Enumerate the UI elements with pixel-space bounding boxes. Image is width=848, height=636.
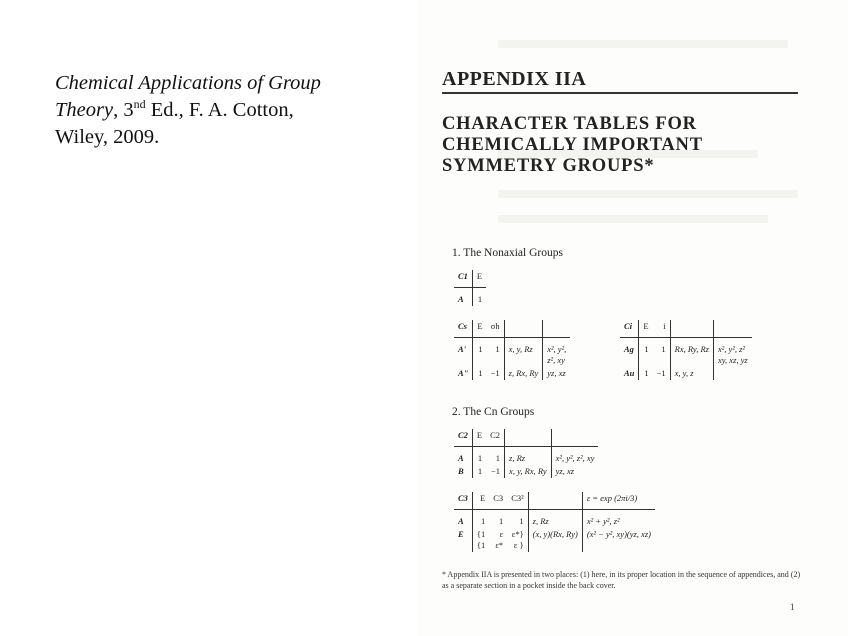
table-header-row [454, 429, 598, 447]
table-header-cell [528, 492, 582, 510]
appendix-title: APPENDIX IIA [442, 68, 587, 90]
citation-edition-number: 3 [123, 99, 134, 121]
table-cell: x², y², z², xy [543, 338, 571, 368]
table-cell: 1 [644, 344, 649, 354]
table-header-row [454, 320, 570, 338]
table-cell: ε*} ε } [511, 529, 524, 550]
table-cell: 1 [477, 294, 483, 304]
table-cell: 1 [519, 516, 524, 526]
character-table-c1 [454, 270, 486, 306]
irrep-label: A [454, 288, 472, 307]
irrep-label: A [454, 510, 472, 529]
character-table-ci [620, 320, 752, 380]
table-header-cell: E [472, 429, 486, 447]
table-header-cell [551, 429, 598, 447]
table-header-cell: Ci [620, 320, 639, 338]
table-header-cell: Cs [454, 320, 473, 338]
table-header-cell: E [473, 320, 487, 338]
table-cell [713, 367, 751, 380]
table-header-cell: E [472, 270, 486, 288]
table-cell: −1 [491, 466, 501, 476]
section-heading-cn: 2. The Cn Groups [452, 406, 535, 418]
table-cell: ε ε* [495, 529, 504, 550]
page-number: 1 [790, 602, 795, 612]
irrep-label: A" [454, 367, 473, 380]
table-header-cell [713, 320, 751, 338]
table-cell: x², y², z² xy, xz, yz [713, 338, 751, 368]
table-header-row [620, 320, 752, 338]
table-cell: −1 [656, 368, 666, 378]
table-cell: x² + y², z² [582, 510, 655, 529]
table-row [454, 338, 570, 368]
table-header-cell: C3² [507, 492, 528, 510]
table-header-cell: σh [487, 320, 505, 338]
table-cell: 1 [495, 453, 501, 463]
character-table-c3 [454, 492, 655, 552]
table-cell: yz, xz [551, 465, 598, 478]
table-cell: 1 [478, 344, 483, 354]
section-heading-nonaxial: 1. The Nonaxial Groups [452, 247, 563, 259]
irrep-label: A [454, 447, 472, 466]
table-cell: 1 [481, 516, 486, 526]
title-rule [442, 92, 798, 94]
table-header-cell [504, 320, 543, 338]
table-cell: 1 [478, 368, 483, 378]
table-row [454, 367, 570, 380]
table-cell: z, Rx, Ry [504, 367, 543, 380]
table-cell: 1 [661, 344, 666, 354]
table-header-cell: C2 [454, 429, 472, 447]
table-cell: 1 [477, 466, 483, 476]
table-cell: {1 {1 [476, 529, 486, 550]
main-title [442, 114, 802, 177]
citation-edition-author: Ed., F. A. Cotton, [145, 99, 294, 121]
table-cell: x, y, Rx, Ry [505, 465, 552, 478]
character-table-cs [454, 320, 570, 380]
table-header-cell: E [639, 320, 653, 338]
irrep-label: Ag [620, 338, 639, 368]
table-header-cell: ε = exp (2πi/3) [582, 492, 655, 510]
table-row [454, 528, 655, 552]
table-cell: 1 [477, 453, 483, 463]
table-header-cell: C3 [489, 492, 507, 510]
table-row [454, 288, 486, 307]
footnote: * Appendix IIA is presented in two places: (1) here, in its proper location in the sequence of appendices, and (2) as a separate section in a pocket inside the back cover. [442, 570, 801, 590]
irrep-label: A' [454, 338, 473, 368]
main-title-line: CHEMICALLY IMPORTANT [442, 135, 703, 155]
citation [55, 70, 385, 151]
table-cell: 1 [495, 344, 500, 354]
table-cell: x, y, z [670, 367, 713, 380]
citation-publisher: Wiley, 2009. [55, 126, 160, 148]
table-cell: x², y², z², xy [551, 447, 598, 466]
irrep-label: E [454, 528, 472, 552]
table-header-cell [505, 429, 552, 447]
table-cell: x, y, Rz [504, 338, 543, 368]
citation-book-title: Chemical Applications of Group Theory [55, 72, 321, 121]
table-header-row [454, 270, 486, 288]
table-header-cell [543, 320, 571, 338]
table-header-cell: C2 [486, 429, 504, 447]
table-row [620, 367, 752, 380]
citation-edition-suffix: nd [133, 97, 146, 112]
table-header-cell: E [472, 492, 489, 510]
table-header-cell [670, 320, 713, 338]
table-header-cell: i [653, 320, 671, 338]
table-cell: (x, y)(Rx, Ry) [528, 528, 582, 552]
table-row [454, 447, 598, 466]
table-row [454, 510, 655, 529]
table-header-cell: C1 [454, 270, 472, 288]
table-cell: 1 [644, 368, 649, 378]
table-cell: z, Rz [528, 510, 582, 529]
character-table-c2 [454, 429, 598, 478]
main-title-line: SYMMETRY GROUPS* [442, 156, 655, 176]
table-cell: (x² − y², xy)(yz, xz) [582, 528, 655, 552]
main-title-line: CHARACTER TABLES FOR [442, 114, 697, 134]
table-header-cell: C3 [454, 492, 472, 510]
table-row [620, 338, 752, 368]
table-cell: 1 [498, 516, 504, 526]
table-header-row [454, 492, 655, 510]
table-cell: −1 [490, 368, 500, 378]
irrep-label: Au [620, 367, 639, 380]
table-row [454, 465, 598, 478]
table-cell: Rx, Ry, Rz [670, 338, 713, 368]
citation-sep: , [113, 99, 124, 121]
table-cell: z, Rz [505, 447, 552, 466]
table-cell: yz, xz [543, 367, 571, 380]
irrep-label: B [454, 465, 472, 478]
